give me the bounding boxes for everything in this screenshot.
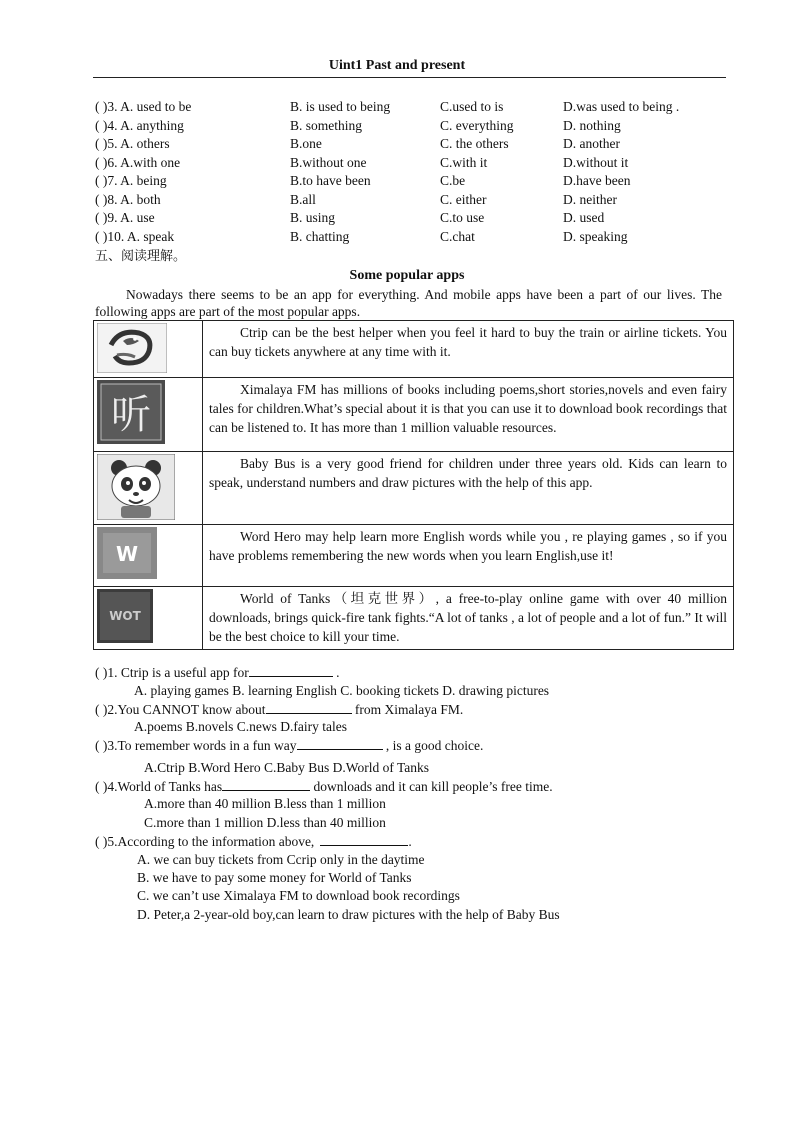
- choice-option-c: C.used to is: [440, 99, 504, 114]
- choice-number-and-option-a: ( )10. A. speak: [95, 229, 175, 244]
- title-underline: [93, 77, 726, 78]
- world-of-tanks-icon: [97, 589, 153, 643]
- app-icon-cell: [94, 452, 203, 525]
- question-stem: [95, 701, 463, 718]
- app-description: World of Tanks（坦克世界）, a free-to-play online game with over 40 million downloads, brings quick-fire tank fights.“A lot of tanks , a lot of people and a lot of fun.” It will be the best choice to kill your time.: [203, 587, 734, 650]
- ximalaya-ting-icon: [97, 380, 165, 444]
- choice-option-c: C.with it: [440, 155, 488, 170]
- choice-option-d: D.was used to being .: [563, 99, 680, 114]
- world-of-tanks-icon-text: WOT: [109, 609, 141, 623]
- choice-number-and-option-a: ( )5. A. others: [95, 136, 170, 151]
- choice-option-d: D.without it: [563, 155, 629, 170]
- question-text: ( )4.World of Tanks has: [95, 779, 223, 794]
- choice-option-b: B. using: [290, 210, 336, 225]
- app-row: [94, 452, 734, 525]
- answer-blank[interactable]: [249, 664, 333, 677]
- passage-title: Some popular apps: [349, 268, 465, 283]
- choice-option-c: C. everything: [440, 118, 514, 133]
- choice-number-and-option-a: ( )6. A.with one: [95, 155, 181, 170]
- page-title: Uint1 Past and present: [328, 58, 466, 73]
- question-text-after: , is a good choice.: [382, 738, 484, 753]
- choice-number-and-option-a: ( )4. A. anything: [95, 118, 184, 133]
- question-text-after: .: [408, 834, 412, 849]
- choice-option-d: D. speaking: [563, 229, 628, 244]
- babybus-panda-icon: [97, 454, 175, 520]
- question-option: C. we can’t use Ximalaya FM to download book recordings: [137, 888, 460, 903]
- app-icon-cell: [94, 525, 203, 587]
- question-text: ( )5.According to the information above,: [95, 834, 315, 849]
- question-text-after: from Ximalaya FM.: [351, 702, 464, 717]
- app-description: Ctrip can be the best helper when you feel it hard to buy the train or airline tickets. You can buy tickets anywhere at any time with it.: [203, 321, 734, 378]
- question-text: ( )1. Ctrip is a useful app for: [95, 665, 249, 680]
- question-text: ( )2.You CANNOT know about: [95, 702, 266, 717]
- choice-option-b: B.without one: [290, 155, 367, 170]
- section-heading: 五、阅读理解。: [95, 249, 187, 264]
- question-text-after: downloads and it can kill people’s free time.: [310, 779, 553, 794]
- choice-option-c: C.to use: [440, 210, 485, 225]
- question-option: A. we can buy tickets from Ccrip only in the daytime: [137, 852, 425, 867]
- question-options: A.Ctrip B.Word Hero C.Baby Bus D.World of Tanks: [144, 760, 429, 775]
- word-hero-icon-letter: W: [115, 542, 139, 566]
- app-icon-cell: [94, 378, 203, 452]
- choice-option-d: D. nothing: [563, 118, 621, 133]
- choice-option-c: C. the others: [440, 136, 509, 151]
- answer-blank[interactable]: [320, 833, 408, 846]
- word-hero-icon: [97, 527, 157, 579]
- choice-number-and-option-a: ( )8. A. both: [95, 192, 161, 207]
- question-text: ( )3.To remember words in a fun way: [95, 738, 297, 753]
- choice-option-d: D. another: [563, 136, 620, 151]
- choice-option-b: B. chatting: [290, 229, 350, 244]
- choice-option-d: D.have been: [563, 173, 631, 188]
- choice-option-c: C.chat: [440, 229, 475, 244]
- question-text-after: .: [332, 665, 340, 680]
- choice-number-and-option-a: ( )9. A. use: [95, 210, 155, 225]
- choice-number-and-option-a: ( )7. A. being: [95, 173, 167, 188]
- app-icon-cell: [94, 321, 203, 378]
- app-row: [94, 525, 734, 587]
- choice-option-b: B. is used to being: [290, 99, 391, 114]
- question-options: C.more than 1 million D.less than 40 million: [144, 815, 386, 830]
- ximalaya-icon-glyph: 听: [111, 392, 151, 438]
- choice-option-c: C.be: [440, 173, 466, 188]
- answer-blank[interactable]: [266, 701, 352, 714]
- app-row: [94, 321, 734, 378]
- question-stem: [95, 737, 483, 754]
- question-option: B. we have to pay some money for World of Tanks: [137, 870, 412, 885]
- question-stem: [95, 778, 553, 795]
- question-options: A.poems B.novels C.news D.fairy tales: [134, 719, 347, 734]
- choice-option-c: C. either: [440, 192, 487, 207]
- question-options: A. playing games B. learning English C. booking tickets D. drawing pictures: [134, 683, 550, 698]
- answer-blank[interactable]: [297, 737, 383, 750]
- answer-blank[interactable]: [222, 778, 310, 791]
- app-icon-cell: [94, 587, 203, 650]
- app-row: [94, 587, 734, 650]
- choice-option-d: D. used: [563, 210, 605, 225]
- question-option: D. Peter,a 2-year-old boy,can learn to draw pictures with the help of Baby Bus: [137, 907, 560, 922]
- app-description: Baby Bus is a very good friend for children under three years old. Kids can learn to speak, understand numbers and draw pictures with the help of this app.: [203, 452, 734, 525]
- passage-intro: Nowadays there seems to be an app for everything. And mobile apps have been a part of our lives. The following apps are part of the most popular apps.: [95, 287, 722, 319]
- choice-option-b: B.one: [290, 136, 322, 151]
- question-stem: [95, 664, 339, 681]
- app-description: Word Hero may help learn more English words while you , re playing games , so if you have problems remembering the new words when you learn English,use it!: [203, 525, 734, 587]
- app-description: Ximalaya FM has millions of books including poems,short stories,novels and even fairy tales for children.What’s special about it is that you can use it to download book recordings that can be listened to. It has more than 1 million valuable resources.: [203, 378, 734, 452]
- choice-option-b: B.all: [290, 192, 316, 207]
- apps-table: [93, 320, 734, 650]
- choice-number-and-option-a: ( )3. A. used to be: [95, 99, 192, 114]
- ctrip-dolphin-icon: [97, 323, 167, 373]
- question-options: A.more than 40 million B.less than 1 million: [144, 796, 386, 811]
- app-row: [94, 378, 734, 452]
- choice-option-b: B. something: [290, 118, 363, 133]
- choice-option-d: D. neither: [563, 192, 617, 207]
- question-stem: [95, 833, 412, 850]
- choice-option-b: B.to have been: [290, 173, 371, 188]
